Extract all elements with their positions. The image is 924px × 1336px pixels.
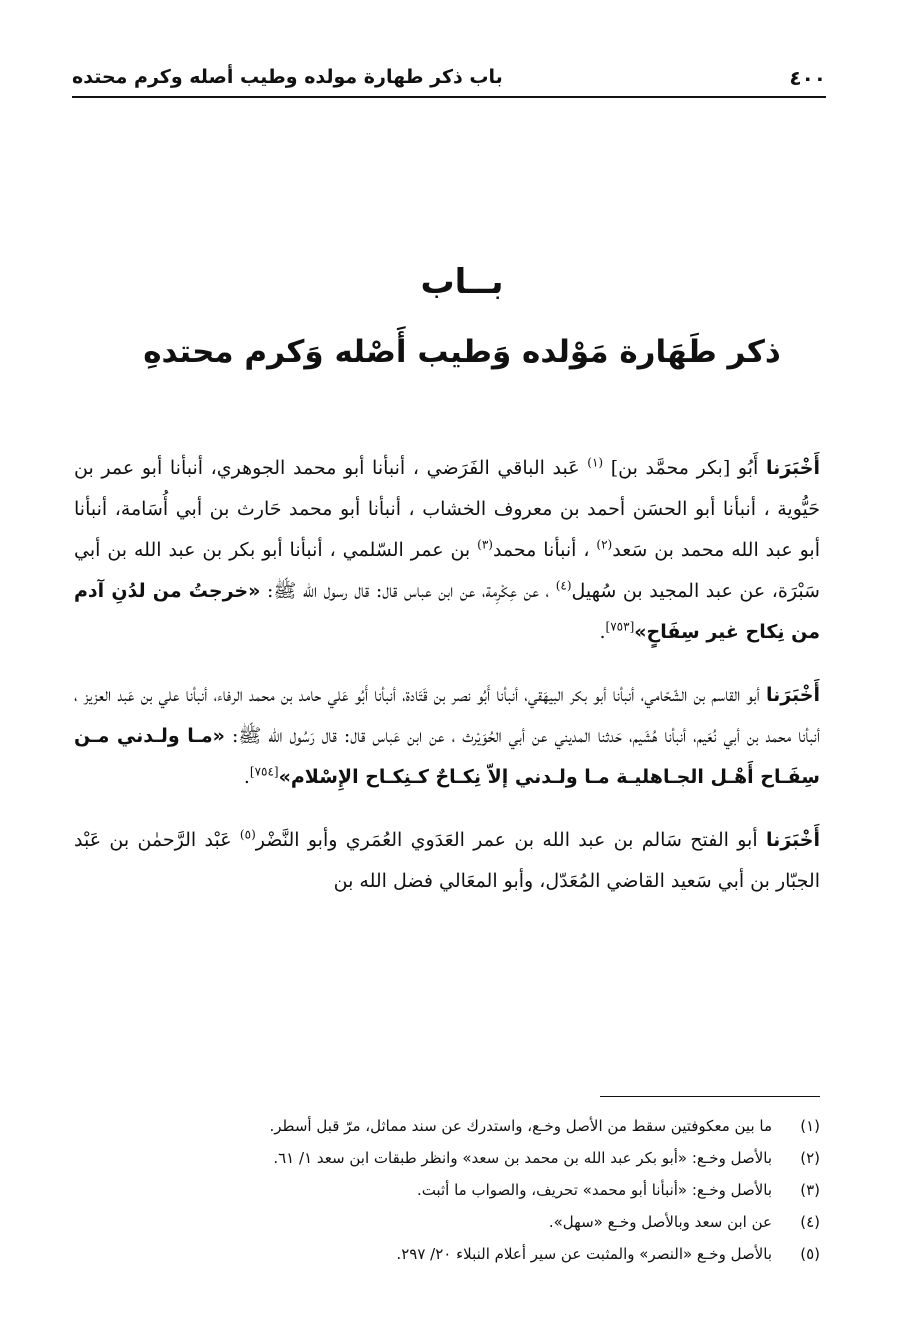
page-number: ٤٠٠ (789, 66, 826, 90)
footnote-text: بالأصل وخـع: «أبو بكر عبد الله بن محمد بن سعد» وانظر طبقات ابن سعد ١/ ٦١. (273, 1149, 772, 1167)
paragraph-3 (74, 820, 820, 902)
running-header-title: باب ذكر طهارة مولده وطيب أصله وكرم محتده (72, 66, 503, 88)
hadith-reference: [٧٥٤] (249, 764, 279, 779)
paragraph-text: ، عن عِكْرِمة، عن ابن عباس قال: قال رسول الله ﷺ: (266, 580, 550, 602)
footnote-rule (600, 1096, 820, 1097)
paragraph-lead: أَخْبَرَنا (765, 457, 821, 479)
sentence-end: . (599, 621, 606, 643)
footnote-marker: (٥) (239, 827, 256, 842)
hadith-quote: «مـا ولـدني مـن سِفَـاح أَهْـل الجـاهليـة مـا ولـدني إلاّ نِكـاحٌ كـنِكـاح الإِسْلام» (74, 725, 820, 788)
footnote-marker: (٢) (596, 537, 613, 552)
paragraph-text: أبو الفتح سَالم بن عبد الله بن عمر العَدَوي العُمَري وأبو النَّضْر (255, 829, 758, 851)
running-header (72, 64, 826, 98)
sentence-end: . (243, 766, 250, 788)
footnote-text: عن ابن سعد وبالأصل وخـع «سهل». (548, 1213, 772, 1231)
paragraph-text: ، أنبأنا محمد (492, 539, 590, 561)
footnote-5 (150, 1238, 820, 1270)
hadith-reference: [٧٥٣] (605, 619, 635, 634)
paragraph-text: عَبد الباقي الفَرَضي ، أنبأنا أبو محمد الجوهري، أنبأنا أبو عمر بن حَيُّوية ، أنبأنا أبو الحسَن أحمد بن معروف الخشاب ، أنبأنا أبو محمد حَارث بن أبي أُسَامة، أنبأنا أبو عبد الله محمد بن سَعد (74, 457, 820, 561)
footnotes (150, 1110, 820, 1270)
footnote-marker: (٣) (477, 537, 493, 552)
footnote-number: (١) (800, 1117, 820, 1135)
chapter-title: ذكر طَهَارة مَوْلده وَطيب أَصْله وَكرم محتدهِ (143, 334, 781, 370)
footnote-4 (150, 1206, 820, 1238)
hadith-quote: «خرجتُ من لدُنِ آدم من نِكاح غير سِفَاحٍ» (74, 580, 820, 643)
footnote-number: (٢) (800, 1149, 820, 1167)
header-rule (72, 96, 826, 98)
main-text (74, 448, 820, 924)
paragraph-text: أبو القاسم بن الشّحّامي، أنبأنا أبو بكر البيهَقي، أنبأنا أَبُو نصر بن قَتَادة، أنبأنا أَبُو عَلي حامد بن محمد الرفاء، أنبأنا علي بن عَبد العزيز ، أنبأنا محمد بن أبي نُعَيم، أنبأنا هُشَيم، حَدثنا المديني عن أبي الحُوَيْرث ، عن ابن عَباس قال: قال رَسُول الله ﷺ: (74, 684, 820, 747)
footnote-1 (150, 1110, 820, 1142)
paragraph-text: أَبُو [بكر محمَّد بن] (610, 457, 759, 479)
paragraph-lead: أَخْبَرَنا (765, 829, 821, 851)
paragraph-lead: أَخْبَرَنا (765, 684, 820, 706)
footnote-2 (150, 1142, 820, 1174)
footnote-text: بالأصل وخـع: «أنبأنا أبو محمد» تحريف، والصواب ما أثبت. (416, 1181, 772, 1199)
footnote-text: ما بين معكوفتين سقط من الأصل وخـع، واستدرك عن سند مماثل، مرّ قبل أسطر. (269, 1117, 772, 1135)
footnote-text: بالأصل وخـع «النصر» والمثبت عن سير أعلام النبلاء ٢٠/ ٢٩٧. (396, 1245, 772, 1263)
footnote-3 (150, 1174, 820, 1206)
paragraph-text: عَبْد الرَّحمٰن بن عَبْد الجبّار بن أبي سَعيد القاضي المُعَدّل، وأبو المعَالي فضل الله بن (74, 829, 820, 892)
paragraph-text: بن عمر السّلمي ، أنبأنا أبو بكر بن عبد الله بن أبي سَبْرَة، عن عبد المجيد بن سُهيل (74, 539, 820, 602)
footnote-number: (٥) (800, 1245, 820, 1263)
footnote-number: (٣) (800, 1181, 820, 1199)
footnote-number: (٤) (800, 1213, 820, 1231)
footnote-marker: (١) (587, 455, 604, 470)
paragraph-1 (74, 448, 820, 653)
footnote-marker: (٤) (555, 578, 572, 593)
paragraph-2 (74, 675, 820, 798)
chapter-label: بــاب (420, 262, 504, 302)
